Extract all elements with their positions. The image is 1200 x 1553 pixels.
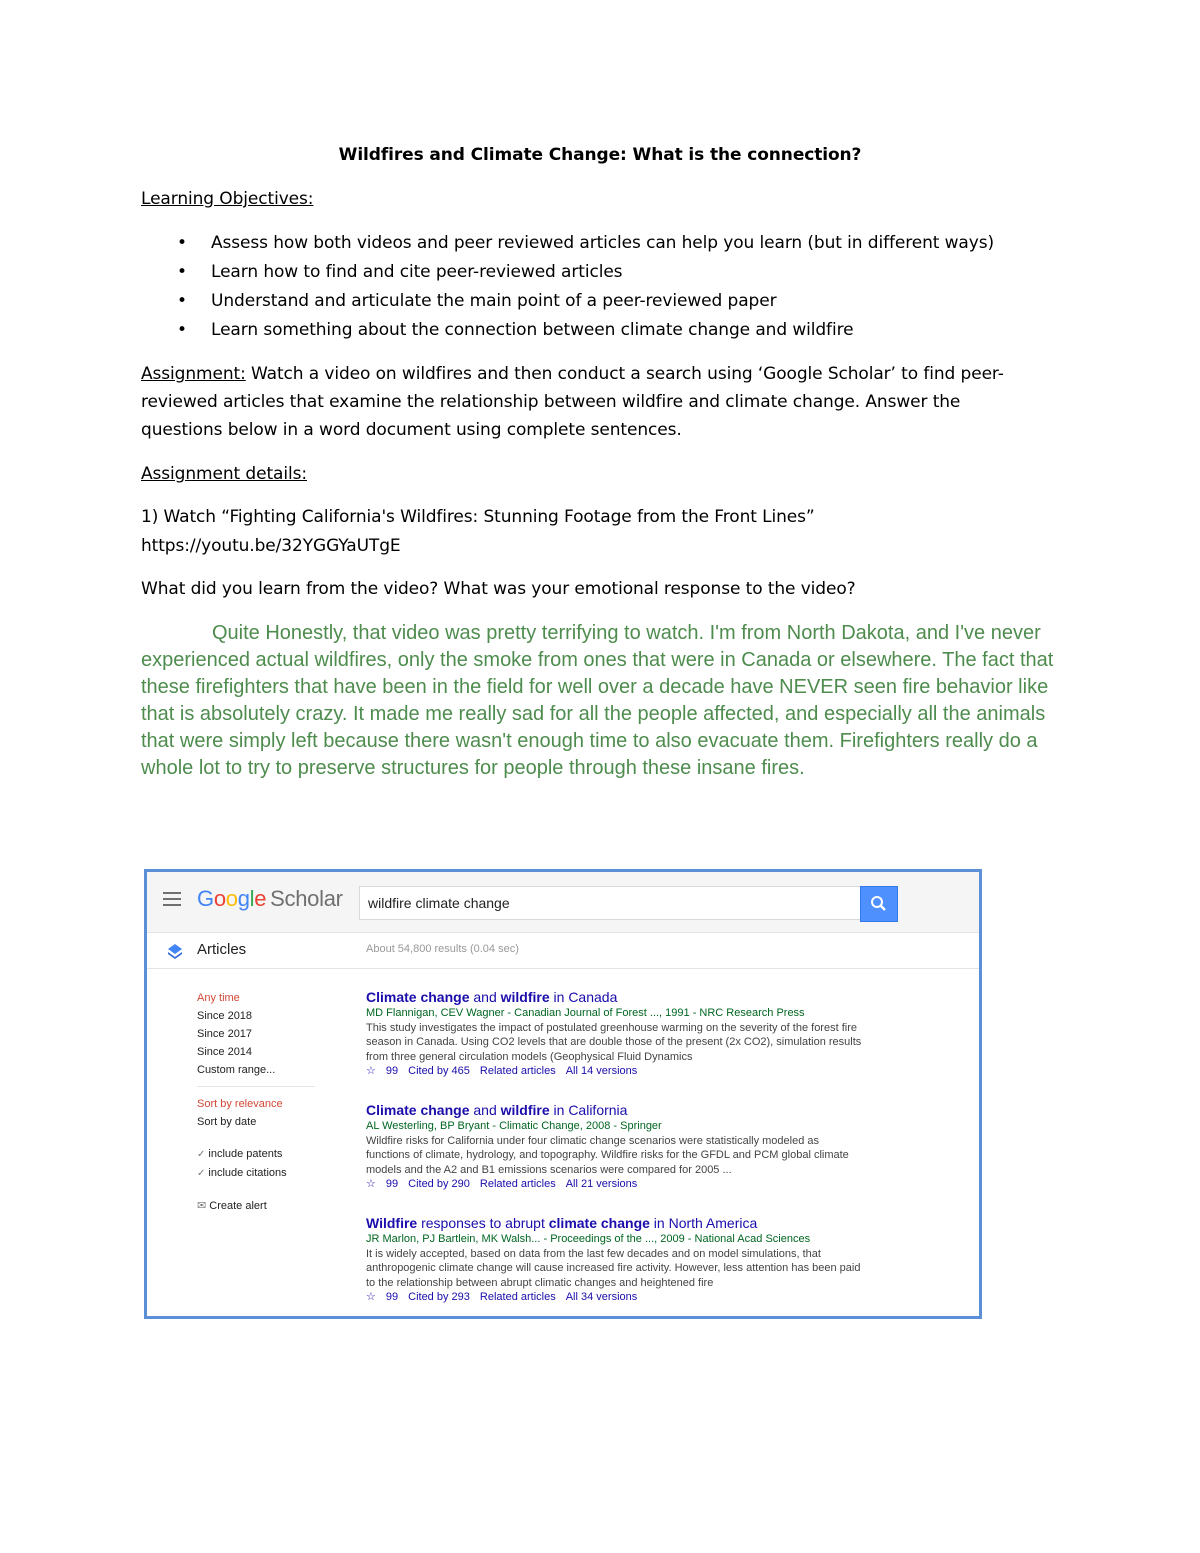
- cite-icon: 99: [385, 1291, 399, 1303]
- cite-icon: 99: [385, 1065, 399, 1077]
- search-result: [366, 989, 866, 1079]
- watch-line: 1) Watch “Fighting California's Wildfires: Stunning Footage from the Front Lines”: [141, 507, 815, 527]
- result-links: ☆ 99 Cited by 293 Related articles All 34 versions: [366, 1291, 638, 1303]
- search-result: [366, 1215, 866, 1305]
- search-input: wildfire climate change: [359, 886, 869, 920]
- video-url[interactable]: https://youtu.be/32YGGYaUTgE: [141, 536, 401, 556]
- results-count: About 54,800 results (0.04 sec): [366, 943, 519, 955]
- bullet-icon: •: [177, 291, 187, 311]
- include-patents-checkbox: ✓ include patents: [197, 1145, 315, 1164]
- result-authors: AL Westerling, BP Bryant - Climatic Change, 2008 - Springer: [366, 1120, 662, 1132]
- search-result: [366, 1102, 866, 1192]
- objectives-list: [141, 232, 994, 348]
- star-icon: ☆: [366, 1065, 376, 1077]
- tab-articles: Articles: [197, 941, 247, 958]
- scholar-sidebar: [197, 989, 315, 1215]
- filter-since-2018: Since 2018: [197, 1010, 253, 1022]
- result-title: Climate change and wildfire in Canada: [366, 989, 618, 1005]
- sort-by-date: Sort by date: [197, 1116, 257, 1128]
- search-button: [860, 886, 898, 922]
- details-heading: Assignment details:: [141, 464, 307, 484]
- include-citations-checkbox: ✓ include citations: [197, 1164, 315, 1183]
- result-links: ☆ 99 Cited by 290 Related articles All 21 versions: [366, 1178, 638, 1190]
- scholar-header: [147, 872, 979, 933]
- divider: [197, 1086, 315, 1087]
- document-title: Wildfires and Climate Change: What is the connection?: [338, 145, 862, 165]
- result-snippet: Wildfire risks for California under four climatic change scenarios were statistically modeled as functions of climate, hydrology, and topography. Wildfire risks for the GFDL and PCM global climate models and the A2 and B1 emissions scenarios were compared for 2005 ...: [366, 1134, 849, 1176]
- result-authors: MD Flannigan, CEV Wagner - Canadian Journal of Forest ..., 1991 - NRC Research Press: [366, 1007, 805, 1019]
- star-icon: ☆: [366, 1291, 376, 1303]
- google-scholar-screenshot: [144, 869, 982, 1319]
- answer-text: Quite Honestly, that video was pretty terrifying to watch. I'm from North Dakota, and I've never experienced actual wildfires, only the smoke from ones that were in Canada or elsewhere. The fact that these firefighters that have been in the field for well over a decade have NEVER seen fire behavior like that is absolutely crazy. It made me really sad for all the people affected, and especially all the animals that were simply left because there wasn't enough time to also evacuate them. Firefighters really do a whole lot to try to preserve structures for people through these insane fires.: [141, 622, 1054, 779]
- list-item: • Learn something about the connection between climate change and wildfire: [177, 320, 854, 340]
- result-links: ☆ 99 Cited by 465 Related articles All 14 versions: [366, 1065, 638, 1077]
- result-snippet: This study investigates the impact of postulated greenhouse warming on the severity of the forest fire season in Canada. Using CO2 levels that are double those of the present (2x CO2), simulation results from three general circulation models (Geophysical Fluid Dynamics: [366, 1021, 862, 1063]
- bullet-icon: •: [177, 320, 187, 340]
- menu-icon: [163, 892, 181, 910]
- result-snippet: It is widely accepted, based on data from the last few decades and on model simulations, that anthropogenic climate change will cause increased fire activity. However, less attention has been paid to the relationship between abrupt climatic changes and heightened fire: [366, 1247, 861, 1289]
- scholar-subheader: [147, 933, 979, 969]
- search-icon: [861, 887, 897, 921]
- create-alert: ✉ Create alert: [197, 1200, 267, 1212]
- list-item: • Learn how to find and cite peer-reviewed articles: [177, 262, 623, 282]
- cite-icon: 99: [385, 1178, 399, 1190]
- google-scholar-logo: Google Scholar: [197, 886, 343, 911]
- list-item: • Assess how both videos and peer reviewed articles can help you learn (but in different ways): [177, 233, 994, 253]
- list-item: • Understand and articulate the main point of a peer-reviewed paper: [177, 291, 777, 311]
- filter-any-time: Any time: [197, 992, 240, 1004]
- assignment-label: Assignment:: [141, 364, 246, 384]
- filter-since-2014: Since 2014: [197, 1046, 253, 1058]
- sort-by-relevance: Sort by relevance: [197, 1098, 283, 1110]
- result-authors: JR Marlon, PJ Bartlein, MK Walsh... - Proceedings of the ..., 2009 - National Acad Sciences: [366, 1233, 811, 1245]
- objectives-heading: Learning Objectives:: [141, 189, 314, 209]
- mail-icon: ✉: [197, 1200, 207, 1212]
- star-icon: ☆: [366, 1178, 376, 1190]
- filter-custom-range: Custom range...: [197, 1064, 276, 1076]
- bullet-icon: •: [177, 233, 187, 253]
- assignment-paragraph: [141, 360, 1041, 444]
- question-text: What did you learn from the video? What was your emotional response to the video?: [141, 579, 856, 599]
- articles-icon: [167, 943, 183, 959]
- filter-since-2017: Since 2017: [197, 1028, 253, 1040]
- result-title: Wildfire responses to abrupt climate change in North America: [366, 1215, 758, 1231]
- bullet-icon: •: [177, 262, 187, 282]
- assignment-text: Watch a video on wildfires and then conduct a search using ‘Google Scholar’ to find peer-reviewed articles that examine the relationship between wildfire and climate change. Answer the questions below in a word document using complete sentences.: [141, 364, 1004, 440]
- result-title: Climate change and wildfire in California: [366, 1102, 628, 1118]
